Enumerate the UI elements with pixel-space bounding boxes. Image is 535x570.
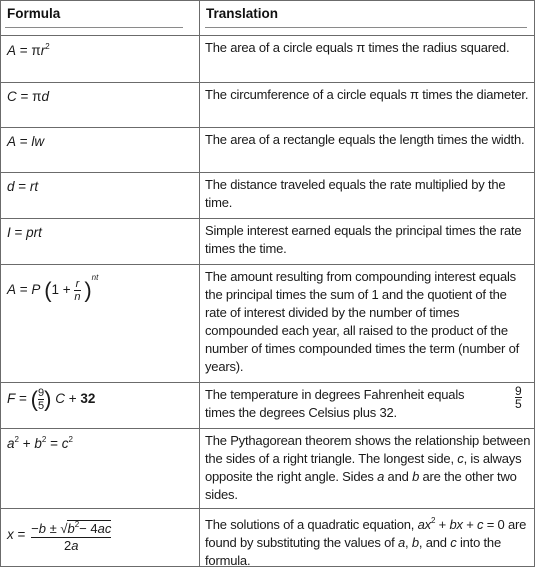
table-row (1, 35, 534, 83)
fraction-nine-fifths: 9 5 (515, 384, 522, 411)
translation-cell: The area of a circle equals π times the radius squared. (205, 40, 510, 55)
formula-cell: A = lw (7, 134, 45, 149)
table-row (1, 218, 534, 265)
table-row (1, 82, 534, 128)
formula-cell: A = P (1 + $\frac{r}{n}$ )$^{nt}$ (7, 273, 99, 303)
table-row (1, 172, 534, 219)
translation-cell: The circumference of a circle equals π times the diameter. (205, 87, 529, 102)
translation-cell: The temperature in degrees Fahrenheit equals times the degrees Celsius plus 32. (205, 387, 465, 420)
formula-cell: d = rt (7, 179, 39, 194)
header-translation: Translation (206, 6, 279, 21)
table-row (1, 264, 534, 383)
header-formula: Formula (7, 6, 61, 21)
formula-cell: I = prt (7, 225, 42, 240)
table-row (1, 428, 534, 509)
table-row (1, 382, 534, 429)
translation-cell: The Pythagorean theorem shows the relationship between the sides of a right triangle. The longest side, c, is always opposite the right angle. Sides a and b are the other two sides. (205, 433, 531, 502)
translation-cell: The area of a rectangle equals the length times the width. (205, 132, 525, 147)
formula-cell: x = $\frac{-b \pm √b^2- 4ac}{2a}$ (7, 520, 112, 553)
table-row (1, 508, 534, 567)
translation-cell: The amount resulting from compounding interest equals the principal times the sum of 1 and the quotient of the rate of interest divided by the number of times compounded each year, all raised to the product of the number of times compounded times the term (number of years). (205, 269, 520, 374)
table-row (1, 127, 534, 173)
formula-cell: $A = \pi r^2$ (7, 42, 50, 58)
header-underline-formula (5, 27, 183, 28)
formula-cell: $a^2 + b^2 = c^2$ (7, 435, 73, 451)
translation-cell: Simple interest earned equals the principal times the rate times the time. (205, 223, 522, 256)
translation-cell: The solutions of a quadratic equation, $ax^2$ + bx + c = 0 are found by substituting the values of a, b, and c into the formula. (205, 516, 527, 568)
translation-cell: The distance traveled equals the rate multiplied by the time. (205, 177, 506, 210)
header-underline-translation (205, 27, 527, 28)
formula-cell: C = πd (7, 89, 49, 104)
formula-cell: F = ( $\frac{9}{5}$ ) C + 32 (7, 386, 96, 412)
